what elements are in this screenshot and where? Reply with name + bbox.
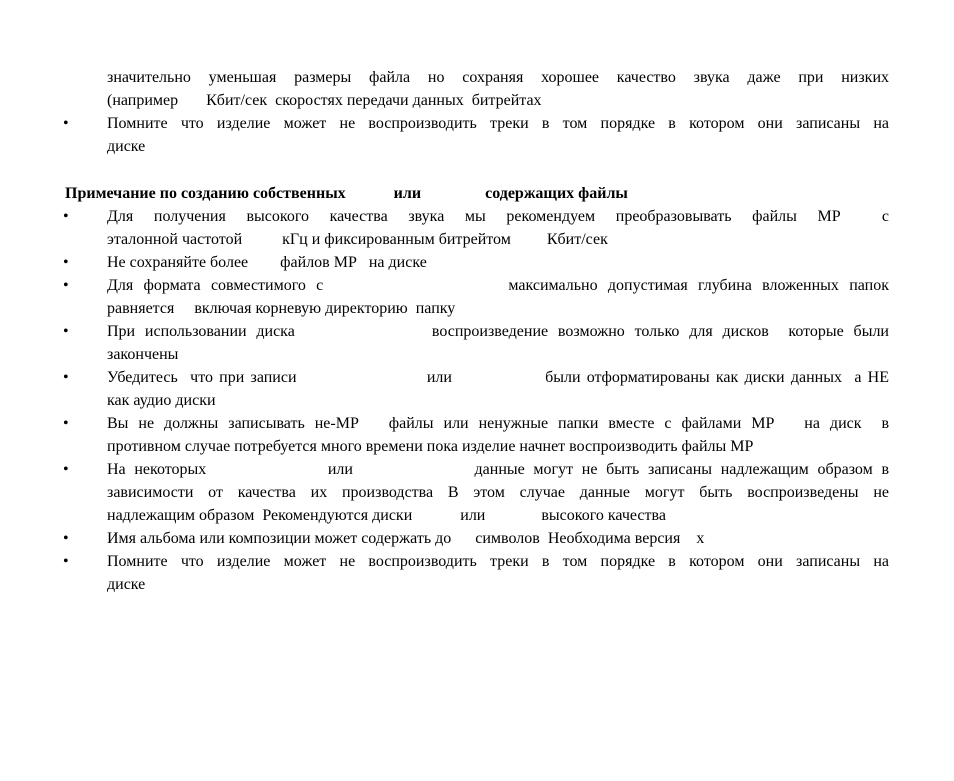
intro-bullet-line-2: диске: [107, 138, 146, 155]
list-item-line: Не сохраняйте более файлов МР на диске: [107, 254, 427, 271]
list-item-line: эталонной частотой кГц и фиксированным битрейтом Кбит/сек: [107, 231, 608, 248]
list-item-line: Имя альбома или композиции может содержать до символов Необходима версия х: [107, 530, 705, 547]
bullet-marker: •: [63, 415, 69, 432]
bullet-marker: •: [63, 277, 69, 294]
list-item-line: надлежащим образом Рекомендуются диски или высокого качества: [107, 507, 666, 524]
section-heading: Примечание по созданию собственных или содержащих файлы: [65, 185, 628, 202]
list-item-line: равняется включая корневую директорию папку: [107, 300, 456, 317]
list-item-line: При использовании диска воспроизведение возможно только для дисков которые были: [107, 323, 889, 340]
list-item-line: Вы не должны записывать не-МР файлы или ненужные папки вместе с файлами МР на диск в: [107, 415, 889, 432]
bullet-marker: •: [63, 115, 69, 132]
list-item-line: противном случае потребуется много времени пока изделие начнет воспроизводить файлы МР: [107, 438, 754, 455]
intro-line-2: (например Кбит/сек скоростях передачи данных битрейтах: [107, 92, 542, 109]
bullet-marker: •: [63, 369, 69, 386]
intro-line-1: значительно уменьшая размеры файла но сохраняя хорошее качество звука даже при низких: [107, 69, 889, 86]
list-item-line: закончены: [107, 346, 179, 363]
bullet-marker: •: [63, 461, 69, 478]
bullet-marker: •: [63, 553, 69, 570]
intro-bullet-line-1: Помните что изделие может не воспроизводить треки в том порядке в котором они записаны на: [107, 115, 889, 132]
list-item-line: зависимости от качества их производства В этом случае данные могут быть воспроизведены не: [107, 484, 889, 501]
bullet-marker: •: [63, 323, 69, 340]
list-item-line: как аудио диски: [107, 392, 216, 409]
list-item-line: Убедитесь что при записи или были отформатированы как диски данных а НЕ: [107, 369, 889, 386]
list-item-line: На некоторых или данные могут не быть записаны надлежащим образом в: [107, 461, 889, 478]
list-item-line: Для получения высокого качества звука мы рекомендуем преобразовывать файлы МР с: [107, 208, 889, 225]
list-item-line: диске: [107, 576, 146, 593]
list-item-line: Для формата совместимого с максимально допустимая глубина вложенных папок: [107, 277, 889, 294]
bullet-marker: •: [63, 254, 69, 271]
bullet-marker: •: [63, 208, 69, 225]
list-item-line: Помните что изделие может не воспроизводить треки в том порядке в котором они записаны на: [107, 553, 889, 570]
bullet-marker: •: [63, 530, 69, 547]
